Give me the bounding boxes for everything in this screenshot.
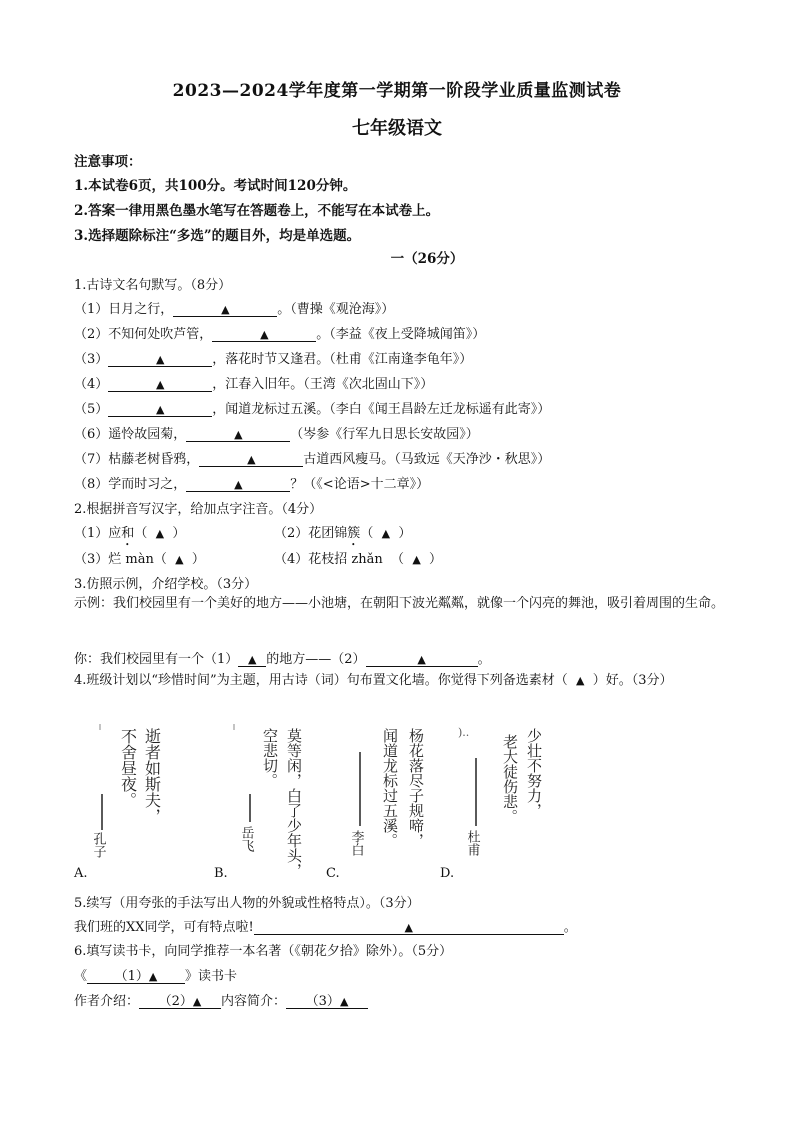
q3-example: 示例：我们校园里有一个美好的地方——小池塘，在朝阳下波光粼粼，就像一个闪亮的舞池，吸引着周围的生命。 bbox=[74, 596, 725, 611]
triangle-icon: ▲ bbox=[234, 478, 243, 491]
q2-item: （4）花枝招 zhǎn （ ▲ ） bbox=[274, 552, 443, 567]
calligraphy-author: 岳飞 bbox=[238, 826, 254, 852]
calligraphy-b-image bbox=[228, 722, 338, 878]
triangle-icon: ▲ bbox=[221, 303, 230, 316]
option-label-c[interactable]: C. bbox=[326, 866, 340, 881]
question-6-title: 6.填写读书卡，向同学推荐一本名著（《朝花夕拾》除外）。（5分） bbox=[74, 944, 453, 959]
calligraphy-col: 少壮不努力， bbox=[525, 728, 543, 818]
question-2-title: 2.根据拼音写汉字，给加点字注音。（4分） bbox=[74, 502, 323, 517]
q1-item: （6）遥怜故园菊， ▲ （岑参《行军九日思长安故园》） bbox=[74, 427, 479, 442]
calligraphy-col: 空悲切。 bbox=[261, 728, 279, 788]
calligraphy-col: 杨花落尽子规啼， bbox=[407, 728, 425, 848]
answer-blank[interactable] bbox=[186, 428, 290, 442]
note-item: 3.选择题除标注“多选”的题目外，均是单选题。 bbox=[74, 228, 361, 244]
triangle-icon: ▲ bbox=[404, 921, 413, 934]
reading-card-fields: 作者介绍： （2）▲ 内容简介： （3）▲ bbox=[74, 990, 368, 1009]
calligraphy-option-c bbox=[346, 722, 456, 872]
q2-item: （3）烂 màn（ ▲ ） bbox=[74, 552, 205, 567]
dotted-char: 和 bbox=[121, 526, 135, 541]
option-label-d[interactable]: D. bbox=[440, 866, 455, 881]
answer-blank[interactable]: ▲ bbox=[175, 553, 184, 566]
dotted-char: 簇 bbox=[347, 526, 361, 541]
q1-item: （8）学而时习之， ▲ ？（《<论语>十二章》） bbox=[74, 477, 430, 492]
q2-item: （2）花团锦簇（ ▲ ） bbox=[274, 526, 412, 541]
triangle-icon: ▲ bbox=[260, 328, 269, 341]
calligraphy-d-image bbox=[454, 722, 564, 872]
calligraphy-option-d bbox=[454, 722, 564, 872]
triangle-icon: ▲ bbox=[148, 970, 158, 983]
answer-blank[interactable] bbox=[366, 653, 478, 667]
answer-blank[interactable]: （1）▲ bbox=[87, 970, 185, 984]
calligraphy-col: 逝者如斯夫， bbox=[142, 728, 162, 824]
answer-blank[interactable] bbox=[212, 328, 316, 342]
answer-blank[interactable]: ▲ bbox=[412, 553, 421, 566]
q2-item: （1）应和（ ▲ ） bbox=[74, 526, 186, 541]
option-label-b[interactable]: B. bbox=[214, 866, 228, 881]
triangle-icon: ▲ bbox=[156, 378, 165, 391]
triangle-icon: ▲ bbox=[247, 453, 256, 466]
q1-item: （3） ▲ ，落花时节又逢君。（杜甫《江南逢李龟年》） bbox=[74, 352, 473, 367]
calligraphy-col: 不舍昼夜。 bbox=[118, 728, 138, 808]
calligraphy-author: 李白 bbox=[348, 830, 364, 856]
calligraphy-option-a bbox=[90, 722, 200, 872]
answer-blank[interactable] bbox=[238, 653, 266, 667]
calligraphy-a-image bbox=[90, 722, 200, 872]
triangle-icon: ▲ bbox=[339, 995, 349, 1008]
calligraphy-col: 莫等闲，白了少年头， bbox=[285, 728, 303, 878]
triangle-icon: ▲ bbox=[192, 995, 202, 1008]
answer-blank[interactable] bbox=[186, 478, 290, 492]
exam-title: 2023—2024学年度第一学期第一阶段学业质量监测试卷 bbox=[172, 81, 622, 101]
triangle-icon: ▲ bbox=[156, 353, 165, 366]
calligraphy-c-image bbox=[346, 722, 456, 872]
q5-answer: 我们班的XX同学，可有特点啦! ▲ 。 bbox=[74, 920, 577, 935]
triangle-icon: ▲ bbox=[248, 653, 257, 666]
triangle-icon: ▲ bbox=[156, 403, 165, 416]
calligraphy-author: 孔子 bbox=[90, 832, 106, 858]
note-item: 1.本试卷6页，共100分。考试时间120分钟。 bbox=[74, 178, 357, 194]
question-1-title: 1.古诗文名句默写。（8分） bbox=[74, 278, 232, 293]
notes-heading: 注意事项： bbox=[74, 154, 142, 170]
calligraphy-col: 闻道龙标过五溪。 bbox=[381, 728, 399, 848]
calligraphy-col: 老大徒伤悲。 bbox=[501, 734, 519, 824]
answer-blank[interactable]: （2）▲ bbox=[139, 995, 221, 1009]
section-heading: 一（26分） bbox=[390, 251, 464, 267]
q1-item: （7）枯藤老树昏鸦， ▲ 古道西风瘦马。（马致远《天净沙・秋思》） bbox=[74, 452, 551, 467]
answer-blank[interactable] bbox=[254, 921, 564, 935]
calligraphy-author: 杜甫 bbox=[464, 830, 480, 856]
answer-blank[interactable]: （3）▲ bbox=[286, 995, 368, 1009]
answer-blank[interactable] bbox=[108, 378, 212, 392]
triangle-icon: ▲ bbox=[417, 653, 426, 666]
question-5-title: 5.续写（用夸张的手法写出人物的外貌或性格特点）。（3分） bbox=[74, 896, 420, 911]
calligraphy-option-b bbox=[228, 722, 338, 878]
q1-item: （1）日月之行， ▲ 。（曹操《观沧海》） bbox=[74, 302, 395, 317]
svg-text:)..: ).. bbox=[458, 726, 470, 739]
question-4-title: 4.班级计划以“珍惜时间”为主题，用古诗（词）句布置文化墙。你觉得下列备选素材（ ▲ ）好。（3分） bbox=[74, 673, 673, 688]
option-label-a[interactable]: A. bbox=[74, 866, 88, 881]
q1-item: （5） ▲ ，闻道龙标过五溪。（李白《闻王昌龄左迁龙标遥有此寄》） bbox=[74, 402, 551, 417]
answer-blank[interactable]: ▲ bbox=[575, 674, 585, 687]
answer-blank[interactable] bbox=[108, 353, 212, 367]
reading-card-title: 《 （1）▲ 》读书卡 bbox=[74, 969, 238, 984]
note-item: 2.答案一律用黑色墨水笔写在答题卷上，不能写在本试卷上。 bbox=[74, 203, 440, 219]
exam-subtitle: 七年级语文 bbox=[352, 118, 442, 139]
answer-blank[interactable]: ▲ bbox=[381, 527, 391, 540]
answer-blank[interactable] bbox=[173, 303, 277, 317]
q1-item: （4） ▲ ，江春入旧年。（王湾《次北固山下》） bbox=[74, 377, 434, 392]
q3-answer: 你：我们校园里有一个（1） ▲ 的地方——（2） ▲ 。 bbox=[74, 652, 491, 667]
q1-item: （2）不知何处吹芦管， ▲ 。（李益《夜上受降城闻笛》） bbox=[74, 327, 486, 342]
triangle-icon: ▲ bbox=[234, 428, 243, 441]
question-3-title: 3.仿照示例，介绍学校。（3分） bbox=[74, 577, 258, 592]
answer-blank[interactable] bbox=[199, 453, 303, 467]
answer-blank[interactable]: ▲ bbox=[155, 527, 165, 540]
answer-blank[interactable] bbox=[108, 403, 212, 417]
